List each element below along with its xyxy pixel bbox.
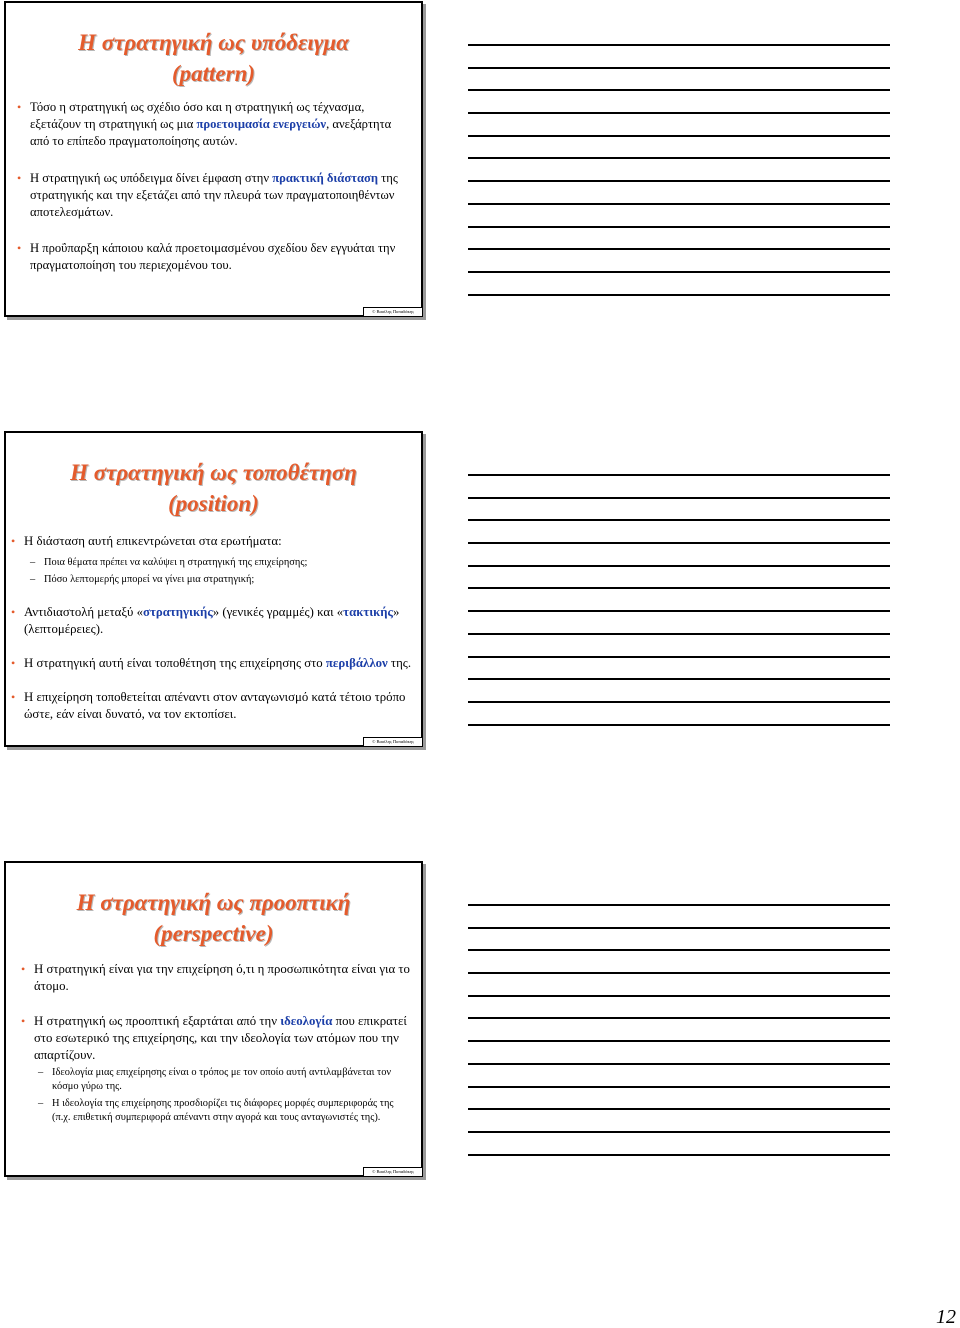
slide-1 <box>4 1 423 317</box>
bullet-item: • Η διάσταση αυτή επικεντρώνεται στα ερωτήματα: – Ποια θέματα πρέπει να καλύψει η στρατηγική της επιχείρησης; – Πόσο λεπτομερής μπορεί να γίνει μια στρατηγική; <box>24 533 416 587</box>
copyright-footer: © Βασίλης Παπαδάκης <box>363 307 423 317</box>
slide-title: Η στρατηγική ως υπόδειγμα (pattern) <box>78 30 349 86</box>
copyright-footer: © Βασίλης Παπαδάκης <box>363 737 423 747</box>
bullet-list <box>34 961 414 1125</box>
bullet-item: • Η στρατηγική αυτή είναι τοποθέτηση της επιχείρησης στο περιβάλλον της. <box>24 655 416 672</box>
note-line <box>468 180 890 182</box>
sub-list <box>52 1066 414 1125</box>
note-line <box>468 271 890 273</box>
note-line <box>468 949 890 951</box>
note-line <box>468 1017 890 1019</box>
slide-3 <box>4 861 423 1177</box>
note-line <box>468 1154 890 1156</box>
slide-2 <box>4 431 423 747</box>
bullet-item: • Τόσο η στρατηγική ως σχέδιο όσο και η στρατηγική ως τέχνασμα, εξετάζουν τη στρατηγική ως μια προετοιμασία ενεργειών, ανεξάρτητα από το επίπεδο πραγματοποίησης αυτών. <box>30 99 412 151</box>
notes-lines <box>468 904 890 1176</box>
page-number: 12 <box>936 1306 956 1328</box>
note-line <box>468 1063 890 1065</box>
slide-title: Η στρατηγική ως προοπτική (perspective) <box>76 890 351 946</box>
note-line <box>468 294 890 296</box>
note-line <box>468 565 890 567</box>
note-line <box>468 656 890 658</box>
slide-title: Η στρατηγική ως τοποθέτηση (position) <box>70 460 357 516</box>
bullet-item: • Η προΰπαρξη κάποιου καλά προετοιμασμένου σχεδίου δεν εγγυάται την πραγματοποίηση του περιεχομένου του. <box>30 240 412 274</box>
note-line <box>468 587 890 589</box>
note-line <box>468 904 890 906</box>
note-line <box>468 678 890 680</box>
sub-item: – Ιδεολογία μιας επιχείρησης είναι ο τρόπος με τον οποίο αυτή αντιλαμβάνεται τον κόσμο γύρω της. <box>52 1066 414 1094</box>
note-line <box>468 1108 890 1110</box>
sub-item: – Πόσο λεπτομερής μπορεί να γίνει μια στρατηγική; <box>44 573 416 587</box>
note-line <box>468 248 890 250</box>
bullet-item: • Η στρατηγική ως υπόδειγμα δίνει έμφαση στην πρακτική διάσταση της στρατηγικής και την εξετάζει από την πλευρά των πραγματοποιηθέντων αποτελεσμάτων. <box>30 170 412 222</box>
note-line <box>468 542 890 544</box>
note-line <box>468 135 890 137</box>
note-line <box>468 497 890 499</box>
note-line <box>468 67 890 69</box>
note-line <box>468 972 890 974</box>
note-line <box>468 995 890 997</box>
note-line <box>468 519 890 521</box>
bullet-item: • Αντιδιαστολή μεταξύ «στρατηγικής» (γενικές γραμμές) και «τακτικής» (λεπτομέρειες). <box>24 604 416 638</box>
bullet-list <box>30 99 412 275</box>
note-line <box>468 724 890 726</box>
bullet-item: • Η στρατηγική ως προοπτική εξαρτάται από την ιδεολογία που επικρατεί στο εσωτερικό της επιχείρησης, και την ιδεολογία των ατόμων που την απαρτίζουν. – Ιδεολογία μιας επιχείρησης είναι ο τρόπος με τον οποίο αυτή αντιλαμβάνεται τον κόσμο γύρω της. – Η ιδεολογία της επιχείρησης προσδιορίζει τις διάφορες μορφές συμπεριφοράς της (π.χ. επιθετική συμπεριφορά απέναντι στην αγορά και τους ανταγωνιστές της). <box>34 1013 414 1125</box>
note-line <box>468 89 890 91</box>
note-line <box>468 633 890 635</box>
note-line <box>468 701 890 703</box>
note-line <box>468 1131 890 1133</box>
note-line <box>468 44 890 46</box>
notes-lines <box>468 474 890 746</box>
note-line <box>468 226 890 228</box>
notes-lines <box>468 44 890 316</box>
bullet-list <box>24 533 416 723</box>
note-line <box>468 474 890 476</box>
sub-item: – Ποια θέματα πρέπει να καλύψει η στρατηγική της επιχείρησης; <box>44 556 416 570</box>
note-line <box>468 927 890 929</box>
sub-item: – Η ιδεολογία της επιχείρησης προσδιορίζει τις διάφορες μορφές συμπεριφοράς της (π.χ. επιθετική συμπεριφορά απέναντι στην αγορά και τους ανταγωνιστές της). <box>52 1097 414 1125</box>
bullet-item: • Η στρατηγική είναι για την επιχείρηση ό,τι η προσωπικότητα είναι για το άτομο. <box>34 961 414 995</box>
note-line <box>468 1040 890 1042</box>
sub-list <box>44 556 416 587</box>
note-line <box>468 1086 890 1088</box>
note-line <box>468 112 890 114</box>
bullet-item: • Η επιχείρηση τοποθετείται απέναντι στον ανταγωνισμό κατά τέτοιο τρόπο ώστε, εάν είναι δυνατό, να τον εκτοπίσει. <box>24 689 416 723</box>
note-line <box>468 203 890 205</box>
copyright-footer: © Βασίλης Παπαδάκης <box>363 1167 423 1177</box>
note-line <box>468 610 890 612</box>
note-line <box>468 157 890 159</box>
